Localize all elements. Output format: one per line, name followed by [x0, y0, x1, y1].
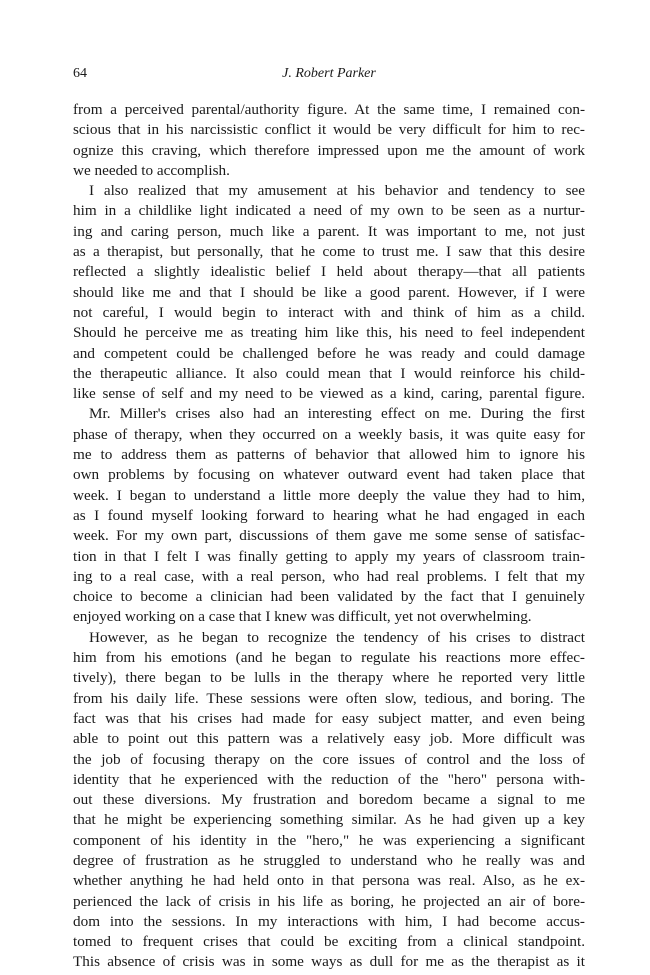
text-line: like sense of self and my need to be viewed as a kind, caring, parental figure.	[73, 385, 585, 403]
running-head-author: J. Robert Parker	[282, 66, 376, 81]
text-line: me to address them as patterns of behavior that allowed him to ignore his	[73, 446, 585, 464]
text-line: week. I began to understand a little more deeply the value they had to him,	[73, 486, 585, 504]
text-line: ing to a real case, with a real person, who had real problems. I felt that my	[73, 567, 585, 585]
text-line: and competent could be challenged before he was ready and could damage	[73, 344, 585, 362]
text-line: able to point out this pattern was a relatively easy job. More difficult was	[73, 730, 585, 748]
text-line: ognize this craving, which therefore impressed upon me the amount of work	[73, 141, 585, 159]
text-line: tively), there began to be lulls in the therapy where he reported very little	[73, 669, 585, 687]
text-line: should like me and that I should be like a good parent. However, if I were	[73, 283, 585, 301]
text-line: enjoyed working on a case that I knew was difficult, yet not overwhelming.	[73, 608, 532, 626]
text-line: out these diversions. My frustration and boredom became a signal to me	[73, 791, 585, 809]
text-line: component of his identity in the "hero," he was experiencing a significant	[73, 831, 585, 849]
text-line: However, as he began to recognize the tendency of his crises to distract	[89, 628, 585, 646]
text-line: him in a childlike light indicated a need of my own to be seen as a nurtur-	[73, 202, 585, 220]
text-line: phase of therapy, when they occurred on a weekly basis, it was quite easy for	[73, 425, 585, 443]
body-text	[73, 100, 585, 973]
text-line: we needed to accomplish.	[73, 161, 230, 179]
text-line: whether anything he had held onto in that persona was real. Also, as he ex-	[73, 872, 585, 890]
book-page	[73, 66, 585, 973]
text-line: fact was that his crises had made for easy subject matter, and even being	[73, 709, 585, 727]
text-line: the therapeutic alliance. It also could mean that I would reinforce his child-	[73, 364, 585, 382]
text-line: as I found myself looking forward to hearing what he had engaged in each	[73, 506, 585, 524]
text-line: I also realized that my amusement at his behavior and tendency to see	[89, 182, 585, 200]
text-line: the job of focusing therapy on the core issues of control and the loss of	[73, 750, 585, 768]
text-line: tomed to frequent crises that could be exciting from a clinical standpoint.	[73, 933, 585, 951]
text-line: Should he perceive me as treating him like this, his need to feel independent	[73, 324, 585, 342]
text-line: him from his emotions (and he began to regulate his reactions more effec-	[73, 649, 585, 667]
text-line: tion in that I felt I was finally getting to apply my years of classroom train-	[73, 547, 585, 565]
text-line: own problems by focusing on whatever outward event had taken place that	[73, 466, 585, 484]
text-line: as a therapist, but personally, that he come to trust me. I saw that this desire	[73, 243, 585, 261]
text-line: week. For my own part, discussions of them gave me some sense of satisfac-	[73, 527, 585, 545]
text-line: ing and caring person, much like a parent. It was important to me, not just	[73, 222, 585, 240]
text-line: degree of frustration as he struggled to understand who he really was and	[73, 851, 585, 869]
text-line: from a perceived parental/authority figure. At the same time, I remained con-	[73, 101, 585, 118]
text-line: Mr. Miller's crises also had an interesting effect on me. During the first	[89, 405, 585, 423]
text-line: not careful, I would begin to interact with and think of him as a child.	[73, 303, 585, 321]
text-line: dom into the sessions. In my interactions with him, I had become accus-	[73, 912, 585, 930]
text-line: from his daily life. These sessions were often slow, tedious, and boring. The	[73, 689, 585, 707]
text-line: choice to become a clinician had been validated by the fact that I genuinely	[73, 588, 585, 606]
text-line: reflected a slightly idealistic belief I held about therapy—that all patients	[73, 263, 585, 281]
text-line: that he might be experiencing something similar. As he had given up a key	[73, 811, 585, 829]
text-line: This absence of crisis was in some ways as dull for me as the therapist as it	[73, 953, 585, 971]
text-line: scious that in his narcissistic conflict it would be very difficult for him to rec-	[73, 121, 585, 139]
text-line: perienced the lack of crisis in his life as boring, he projected an air of bore-	[73, 892, 585, 910]
text-line: identity that he experienced with the reduction of the "hero" persona with-	[73, 770, 585, 788]
running-head	[73, 66, 585, 88]
page-number: 64	[73, 66, 87, 81]
